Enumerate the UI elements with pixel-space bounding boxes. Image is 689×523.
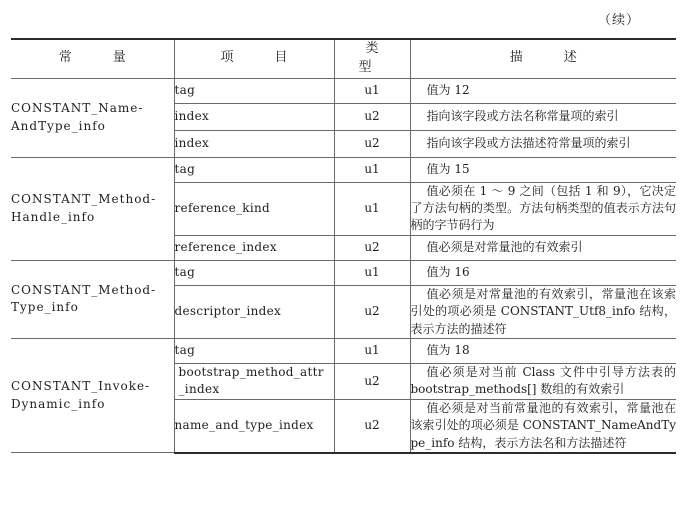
description-cell: 指向该字段或方法描述符常量项的索引 [410,130,676,157]
header-description: 描 述 [410,39,676,78]
type-cell: u1 [334,339,410,364]
continued-note: （续） [598,13,641,28]
constant-name-cell: CONSTANT_Method-Type_info [11,260,174,338]
type-cell: u2 [334,103,410,130]
table-header-row [11,39,676,78]
item-cell: bootstrap_method_attr_index [174,364,334,400]
table-row [11,78,676,103]
item-cell: reference_kind [174,182,334,235]
table-row [11,260,676,285]
description-cell: 指向该字段或方法名称常量项的索引 [410,103,676,130]
description-cell: 值必须是对当前常量池的有效索引，常量池在该索引处的项必须是 CONSTANT_NameAndType_info 结构，表示方法名和方法描述符 [410,399,676,453]
item-cell: reference_index [174,235,334,260]
description-cell: 值为 18 [410,339,676,364]
description-cell: 值为 15 [410,157,676,182]
item-cell: index [174,130,334,157]
type-cell: u1 [334,157,410,182]
type-cell: u2 [334,285,410,338]
header-item: 项 目 [174,39,334,78]
type-cell: u1 [334,78,410,103]
description-cell: 值必须是对当前 Class 文件中引导方法表的 bootstrap_methods[] 数组的有效索引 [410,364,676,400]
header-type: 类 型 [334,39,410,78]
item-cell: tag [174,157,334,182]
item-cell: tag [174,260,334,285]
type-cell: u1 [334,182,410,235]
type-cell: u2 [334,130,410,157]
constant-name-cell: CONSTANT_Method-Handle_info [11,157,174,260]
type-cell: u2 [334,364,410,400]
item-cell: tag [174,78,334,103]
item-cell: name_and_type_index [174,399,334,453]
item-cell: index [174,103,334,130]
description-cell: 值为 12 [410,78,676,103]
constant-pool-table [11,38,676,454]
description-cell: 值必须是对常量池的有效索引，常量池在该索引处的项必须是 CONSTANT_Utf8_info 结构，表示方法的描述符 [410,285,676,338]
description-cell: 值必须是对常量池的有效索引 [410,235,676,260]
table-row [11,339,676,364]
table-row [11,157,676,182]
description-cell: 值必须在 1 ～ 9 之间（包括 1 和 9），它决定了方法句柄的类型。方法句柄类型的值表示方法句柄的字节码行为 [410,182,676,235]
description-cell: 值为 16 [410,260,676,285]
item-cell: descriptor_index [174,285,334,338]
header-constant: 常 量 [11,39,174,78]
type-cell: u1 [334,260,410,285]
type-cell: u2 [334,235,410,260]
constant-name-cell: CONSTANT_Invoke-Dynamic_info [11,339,174,453]
item-cell: tag [174,339,334,364]
type-cell: u2 [334,399,410,453]
constant-name-cell: CONSTANT_Name-AndType_info [11,78,174,157]
